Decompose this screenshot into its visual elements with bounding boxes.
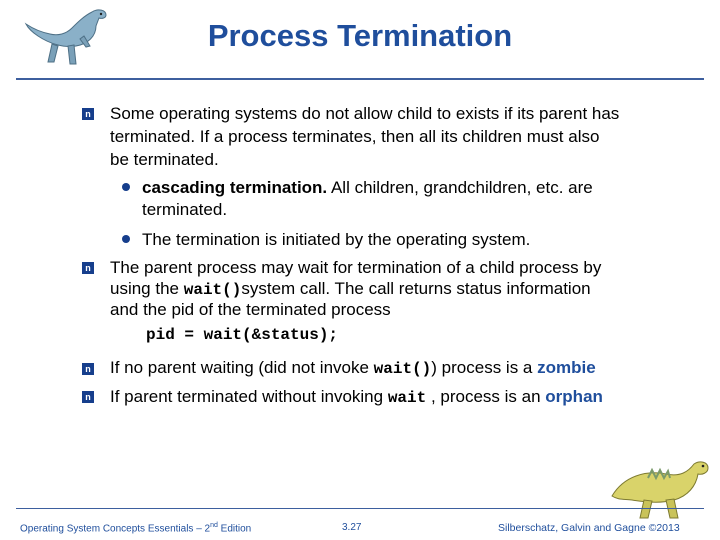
sub-bullet-marker bbox=[122, 183, 130, 191]
text-span: , process is an bbox=[426, 387, 546, 406]
text-span: If no parent waiting (did not invoke bbox=[110, 358, 374, 377]
bullet-marker: n bbox=[82, 391, 94, 403]
code-wait: wait() bbox=[183, 281, 242, 299]
footer-book-title bbox=[20, 522, 251, 534]
bullet-marker: n bbox=[82, 262, 94, 274]
bullet-line: and the pid of the terminated process bbox=[110, 300, 391, 319]
term-zombie: zombie bbox=[537, 358, 596, 377]
dinosaur-logo-icon bbox=[604, 456, 716, 522]
bullet-line: The parent process may wait for termination of a child process by bbox=[110, 258, 602, 277]
bullet-marker: n bbox=[82, 108, 94, 120]
text-span: using the bbox=[110, 279, 184, 298]
footer-authors: Silberschatz, Galvin and Gagne ©2013 bbox=[498, 522, 680, 534]
term-orphan: orphan bbox=[545, 387, 603, 406]
sub-bullet-text bbox=[142, 177, 593, 198]
text-span: system call. The call returns status information bbox=[241, 279, 591, 298]
code-wait: wait bbox=[387, 389, 427, 407]
sub-bullet-marker bbox=[122, 235, 130, 243]
text-span: ) process is a bbox=[431, 358, 538, 377]
bullet-line bbox=[110, 386, 603, 409]
bullet-line: Some operating systems do not allow child to exists if its parent has bbox=[110, 104, 620, 123]
sub-bullet-line: terminated. bbox=[142, 200, 228, 219]
text-span: Operating System Concepts Essentials – 2 bbox=[20, 523, 211, 535]
text-span: Edition bbox=[217, 523, 252, 535]
bullet-line bbox=[110, 278, 591, 301]
term-cascading-termination: cascading termination. bbox=[142, 178, 328, 197]
bullet-line bbox=[110, 357, 596, 380]
text-span: nd bbox=[210, 522, 218, 529]
page-number: 3.27 bbox=[342, 522, 362, 533]
code-wait: wait() bbox=[373, 360, 432, 378]
text-span: If parent terminated without invoking bbox=[110, 387, 388, 406]
code-snippet: pid = wait(&status); bbox=[146, 326, 339, 344]
bullet-marker: n bbox=[82, 363, 94, 375]
sub-bullet-text: The termination is initiated by the operating system. bbox=[142, 230, 531, 249]
footer-divider bbox=[16, 508, 704, 509]
bullet-line: terminated. If a process terminates, then all its children must also bbox=[110, 127, 600, 146]
sub-bullet-rest: All children, grandchildren, etc. are bbox=[327, 178, 593, 197]
slide-title: Process Termination bbox=[207, 18, 513, 53]
bullet-line: be terminated. bbox=[110, 150, 219, 169]
